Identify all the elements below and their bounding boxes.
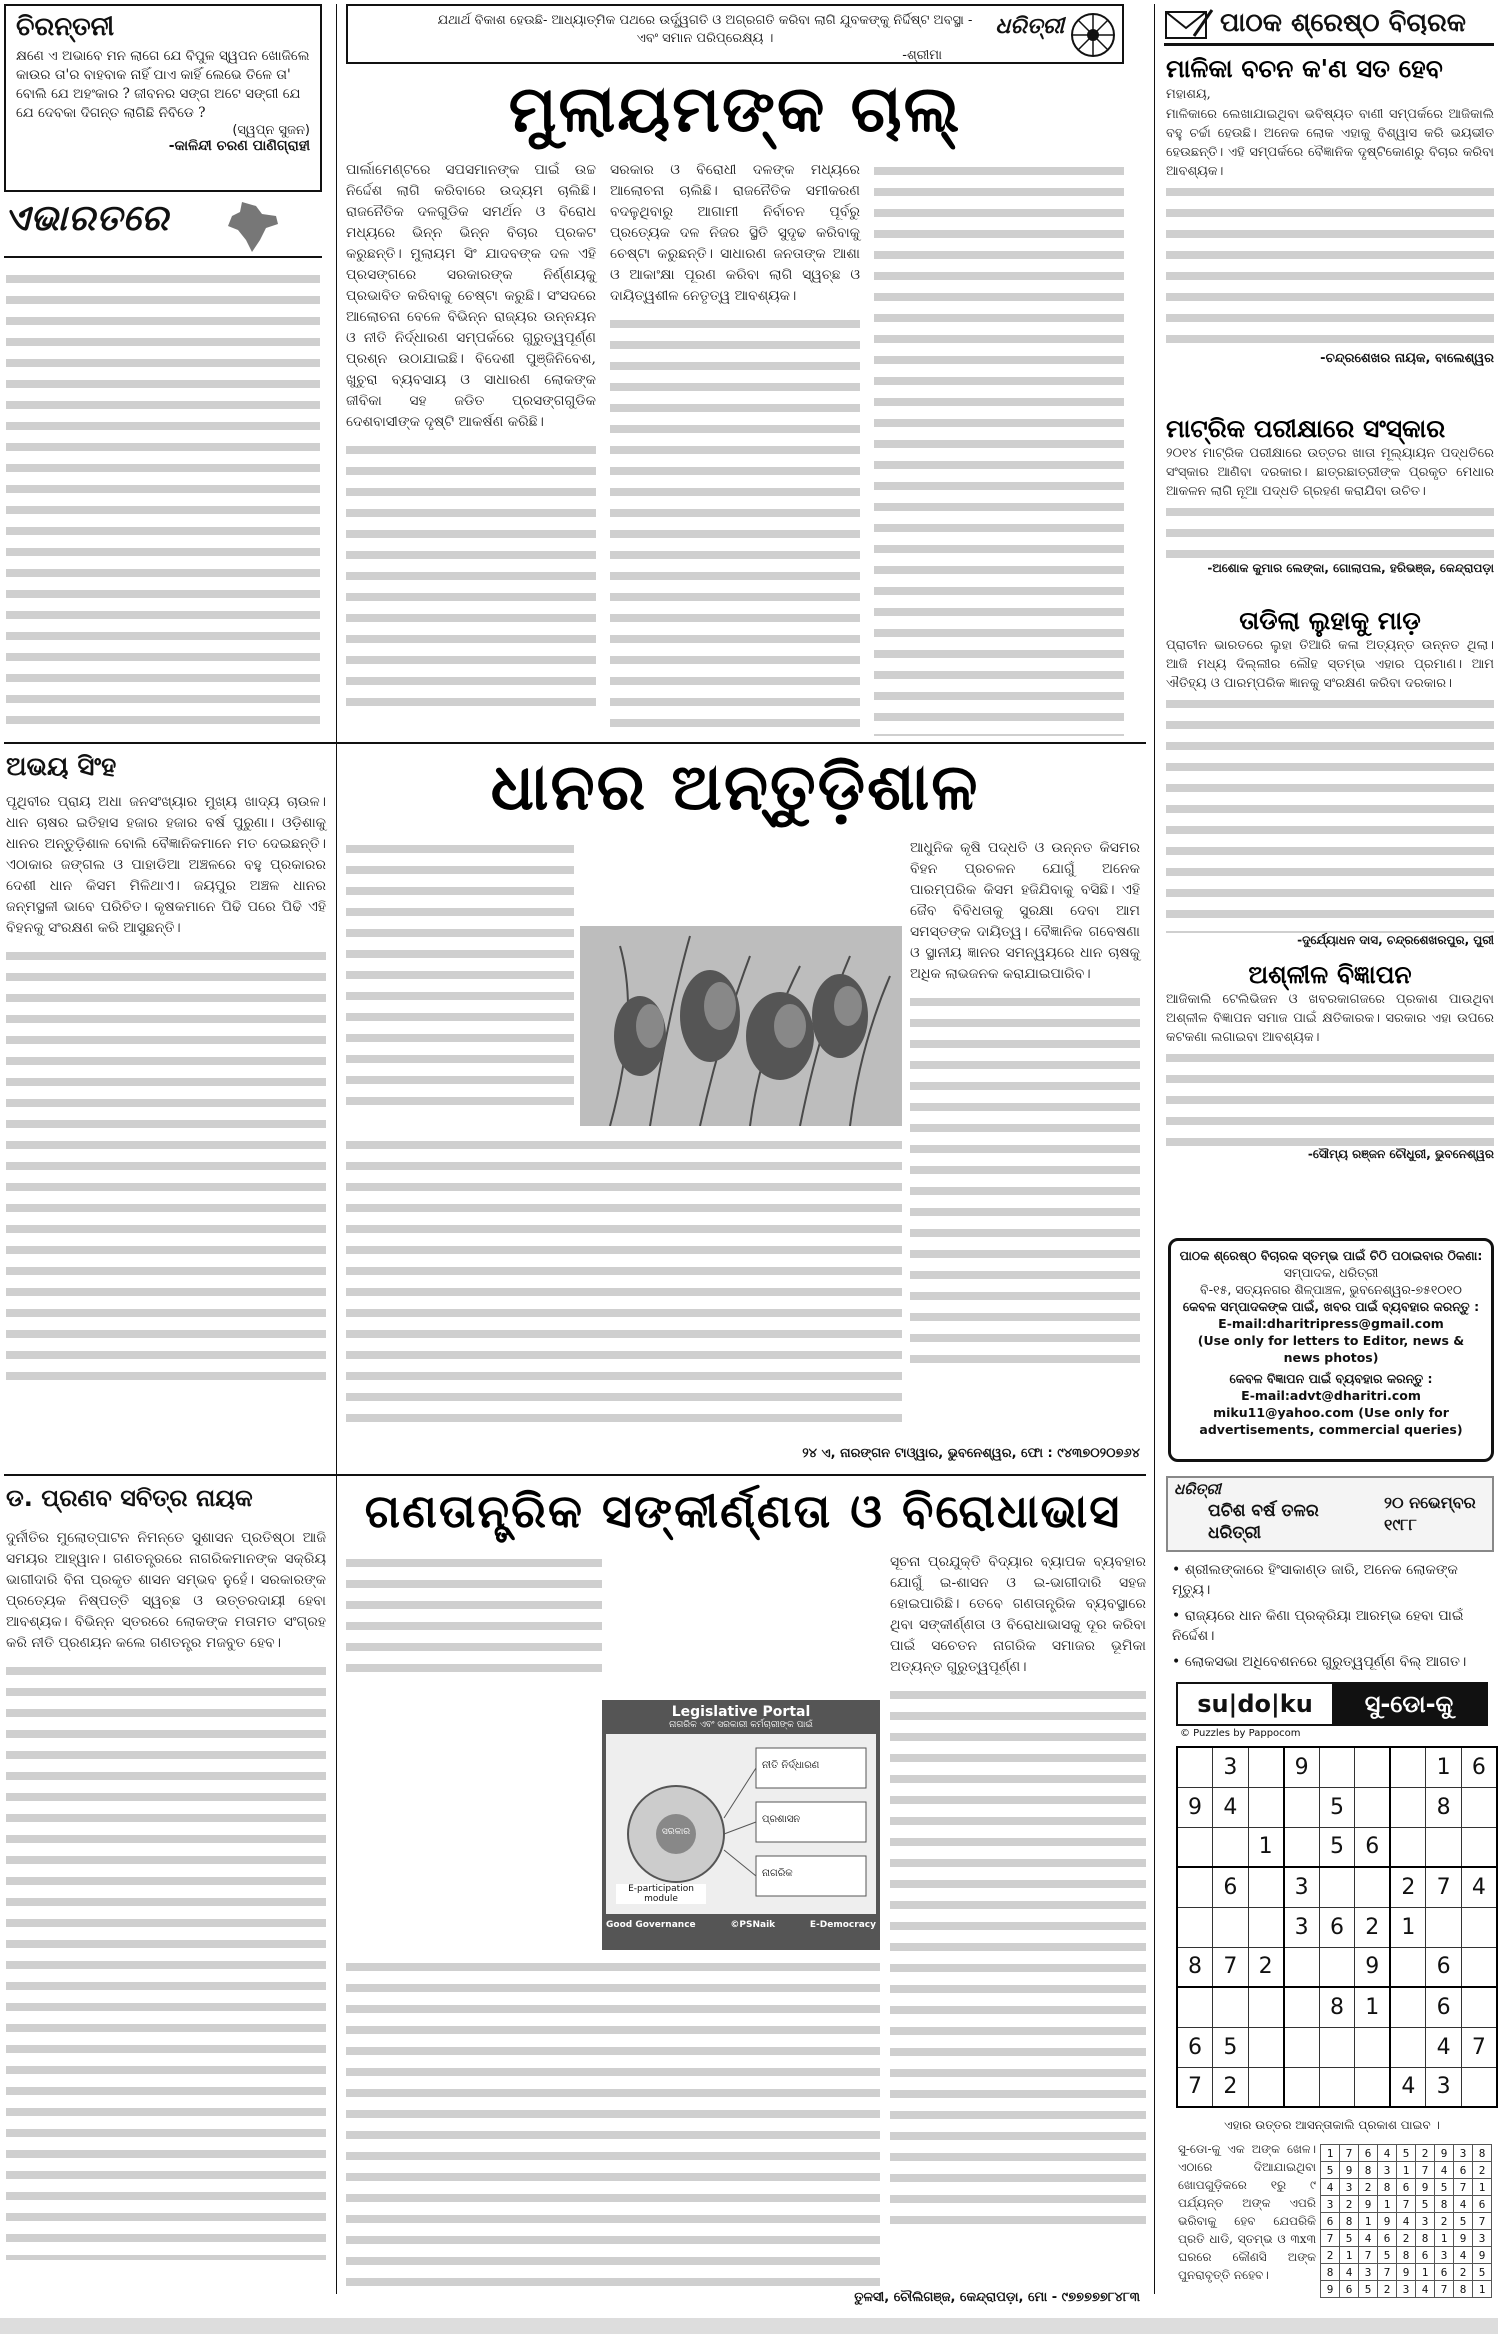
sudoku-cell <box>1319 1867 1354 1907</box>
sudoku-cell: 2 <box>1355 1907 1391 1947</box>
sudoku-solution-cell: 3 <box>1416 2213 1435 2230</box>
sudoku-cell <box>1319 2027 1354 2067</box>
history-date: ୨୦ ନଭେମ୍ବର ୧୯୮୮ <box>1384 1493 1476 1534</box>
sudoku-solution-cell: 9 <box>1416 2179 1435 2196</box>
sudoku-cell <box>1248 1907 1284 1947</box>
democracy-article-text-cont: ସୂଚନା ପ୍ରଯୁକ୍ତି ବିଦ୍ୟାର ବ୍ୟାପକ ବ୍ୟବହାର ଯୋଗୁଁ ଇ-ଶାସନ ଓ ଇ-ଭାଗୀଦାରି ସହଜ ହୋଇପାରିଛି। ତେବେ ଗଣତାନ୍ତ୍ରିକ ବ୍ୟବସ୍ଥାରେ ଥିବା ସଙ୍କୀର୍ଣ୍ଣତା ଓ ବିରୋଧାଭାସକୁ ଦୂର କରିବା ପାଇଁ ସଚେତନ ନାଗରିକ ସମାଜର ଭୂମିକା ଅତ୍ୟନ୍ତ ଗୁରୁତ୍ୱପୂର୍ଣ୍ଣ। <box>890 1554 1146 1675</box>
sudoku-cell <box>1390 2027 1426 2067</box>
divider-mid <box>4 742 1146 744</box>
sudoku-solution-cell: 3 <box>1378 2162 1397 2179</box>
sudoku-credit: © Puzzles by Pappocom <box>1180 1728 1301 1739</box>
chirantani-label: ଚିରନ୍ତନୀ <box>16 12 115 42</box>
sudoku-cell <box>1461 1827 1497 1867</box>
sudoku-solution-cell: 7 <box>1435 2281 1454 2298</box>
sudoku-cell <box>1177 1747 1213 1787</box>
sudoku-solution-cell: 5 <box>1473 2264 1492 2281</box>
sudoku-cell <box>1390 1987 1426 2027</box>
sudoku-solution-cell: 9 <box>1359 2196 1378 2213</box>
sudoku-cell: 1 <box>1390 1907 1426 1947</box>
sudoku-solution-cell: 8 <box>1397 2247 1416 2264</box>
sudoku-cell: 3 <box>1284 1867 1320 1907</box>
sudoku-solution-cell: 4 <box>1454 2196 1473 2213</box>
chirantani-credit: (ସ୍ୱପ୍ନ ସୁଜନ) <box>232 123 310 138</box>
sudoku-cell <box>1248 1987 1284 2027</box>
sudoku-cell <box>1213 1827 1248 1867</box>
diagram-module-label: E-participation module <box>616 1884 706 1904</box>
democracy-article-title: ଗଣତାନ୍ତ୍ରିକ ସଙ୍କୀର୍ଣ୍ଣତା ଓ ବିରୋଧାଭାସ <box>364 1484 1122 1538</box>
history-paper-logo: ଧରିତ୍ରୀ <box>1174 1480 1221 1498</box>
lead-article-title: ମୁଲାୟମଙ୍କ ଚାଲ୍ <box>508 73 962 147</box>
section-logo <box>4 198 322 258</box>
democracy-article-col2-top <box>346 1552 602 1672</box>
history-label: ପଚିଶ ବର୍ଷ ତଳର ଧରିତ୍ରୀ <box>1208 1501 1319 1543</box>
sudoku-solution-cell: 5 <box>1435 2179 1454 2196</box>
sudoku-cell: 1 <box>1248 1827 1284 1867</box>
sudoku-cell: 4 <box>1461 1867 1497 1907</box>
sudoku-solution-cell: 6 <box>1454 2162 1473 2179</box>
democracy-article-col3 <box>890 1552 1146 2282</box>
contact-box <box>1168 1238 1494 1462</box>
sudoku-cell: 4 <box>1390 2067 1426 2107</box>
sudoku-solution-cell: 1 <box>1416 2264 1435 2281</box>
sudoku-cell <box>1426 1827 1461 1867</box>
sudoku-cell <box>1355 1867 1391 1907</box>
section-logo-text: ଏଭାରତରେ <box>4 198 170 239</box>
sudoku-solution-cell: 1 <box>1340 2247 1359 2264</box>
sudoku-solution-cell: 4 <box>1321 2179 1340 2196</box>
lead-article-col3 <box>874 160 1124 736</box>
letter-2 <box>1166 414 1494 576</box>
sudoku-solution-cell: 8 <box>1416 2230 1435 2247</box>
sudoku-cell <box>1177 1867 1213 1907</box>
sudoku-solution-cell: 1 <box>1378 2196 1397 2213</box>
rice-plant-photo <box>580 926 902 1126</box>
sudoku-answer-note: ଏହାର ଉତ୍ତର ଆସନ୍ତାକାଲି ପ୍ରକାଶ ପାଇବ । <box>1224 2118 1440 2132</box>
diagram-item2: ପ୍ରଶାସନ <box>762 1814 801 1825</box>
sudoku-solution-cell: 3 <box>1435 2247 1454 2264</box>
top-quote-text: ଯଥାର୍ଥ ବିକାଶ ହେଉଛି- ଆଧ୍ୟାତ୍ମିକ ପଥରେ ଉର୍ଦ୍ଧ୍ୱଗତି ଓ ଅଗ୍ରଗତି କରିବା ଲାଗି ଯୁବକଙ୍କୁ ନିର୍ଦ୍ଦିଷ୍ଟ ଅବସ୍ଥା - ଏବଂ ସମାନ ପରିପ୍ରେକ୍ଷ୍ୟ । <box>437 13 973 46</box>
sudoku-header <box>1176 1682 1488 1726</box>
sudoku-solution-cell: 2 <box>1397 2230 1416 2247</box>
sudoku-cell: 3 <box>1213 1747 1248 1787</box>
sudoku-cell: 6 <box>1213 1867 1248 1907</box>
sudoku-cell <box>1284 2067 1320 2107</box>
sudoku-solution-cell: 8 <box>1473 2145 1492 2162</box>
sudoku-solution-cell: 2 <box>1416 2145 1435 2162</box>
sudoku-solution-cell: 1 <box>1435 2230 1454 2247</box>
sudoku-cell <box>1213 1987 1248 2027</box>
sudoku-solution-cell: 4 <box>1340 2264 1359 2281</box>
sudoku-cell <box>1461 2067 1497 2107</box>
lead-article-text-cont: ସରକାର ଓ ବିରୋଧୀ ଦଳଙ୍କ ମଧ୍ୟରେ ଆଲୋଚନା ଚାଲିଛି। ରାଜନୈତିକ ସମୀକରଣ ବଦଳୁଥିବାରୁ ଆଗାମୀ ନିର୍ବାଚନ ପୂର୍ବରୁ ପ୍ରତ୍ୟେକ ଦଳ ନିଜର ସ୍ଥିତି ସୁଦୃଢ କରିବାକୁ ଚେଷ୍ଟା କରୁଛନ୍ତି। ସାଧାରଣ ଜନତାଙ୍କ ଆଶା ଓ ଆକାଂକ୍ଷା ପୂରଣ କରିବା ଲାଗି ସ୍ୱଚ୍ଛ ଓ ଦାୟିତ୍ୱଶୀଳ ନେତୃତ୍ୱ ଆବଶ୍ୟକ। <box>610 162 860 304</box>
sudoku-cell: 2 <box>1213 2067 1248 2107</box>
sudoku-cell <box>1248 1787 1284 1827</box>
letter-1-text: ମାଳିକାରେ ଲେଖାଯାଇଥିବା ଭବିଷ୍ୟତ ବାଣୀ ସମ୍ପର୍କରେ ଆଜିକାଲି ବହୁ ଚର୍ଚ୍ଚା ହେଉଛି। ଅନେକ ଲୋକ ଏହାକୁ ବିଶ୍ୱାସ କରି ଭୟଭୀତ ହେଉଛନ୍ତି। ଏହି ସମ୍ପର୍କରେ ବୈଜ୍ଞାନିକ ଦୃଷ୍ଟିକୋଣରୁ ବିଚାର କରିବା ଆବଶ୍ୟକ। <box>1166 107 1494 179</box>
letter-2-signature: -ଅଶୋକ କୁମାର ଲେଙ୍କା, ଗୋଲାପଲ, ହରିଭଞ୍ଜ, କେନ୍ଦ୍ରାପଡ଼ା <box>1207 561 1494 575</box>
sudoku-cell: 7 <box>1177 2067 1213 2107</box>
diagram-item3: ନାଗରିକ <box>762 1868 793 1879</box>
sudoku-solution-cell: 3 <box>1397 2281 1416 2298</box>
contact-line4: କେବଳ ବିଜ୍ଞାପନ ପାଇଁ ବ୍ୟବହାର କରନ୍ତୁ : <box>1229 1371 1433 1386</box>
sudoku-solution-cell: 7 <box>1473 2213 1492 2230</box>
sudoku-solution-cell: 4 <box>1359 2230 1378 2247</box>
sudoku-cell: 2 <box>1248 1947 1284 1987</box>
sudoku-logo: su|do|ku <box>1197 1690 1313 1718</box>
sudoku-solution-grid <box>1320 2144 1492 2298</box>
sudoku-cell: 5 <box>1213 2027 1248 2067</box>
lead-article-col1 <box>346 160 596 736</box>
sudoku-cell: 6 <box>1319 1907 1354 1947</box>
sudoku-cell: 8 <box>1319 1987 1354 2027</box>
letter-1 <box>1166 54 1494 366</box>
sudoku-solution-cell: 1 <box>1359 2213 1378 2230</box>
sudoku-cell <box>1390 1787 1426 1827</box>
sudoku-solution-cell: 7 <box>1378 2264 1397 2281</box>
sudoku-cell <box>1177 1987 1213 2027</box>
sudoku-solution-cell: 6 <box>1397 2179 1416 2196</box>
letters-section-title: ପାଠକ ଶ୍ରେଷ୍ଠ ବିଚାରକ <box>1220 8 1467 38</box>
sudoku-solution-cell: 2 <box>1473 2162 1492 2179</box>
sudoku-solution-cell: 6 <box>1378 2230 1397 2247</box>
sudoku-solution-cell: 5 <box>1397 2145 1416 2162</box>
contact-email1[interactable]: E-mail:dharitripress@gmail.com <box>1218 1316 1444 1331</box>
sudoku-solution-cell: 8 <box>1378 2179 1397 2196</box>
democracy-article-col1 <box>6 1528 326 2298</box>
letter-4-text: ଆଜିକାଲି ଟେଲିଭିଜନ ଓ ଖବରକାଗଜରେ ପ୍ରକାଶ ପାଉଥିବା ଅଶ୍ଳୀଳ ବିଜ୍ଞାପନ ସମାଜ ପାଇଁ କ୍ଷତିକାରକ। ସରକାର ଏହା ଉପରେ କଟକଣା ଲଗାଇବା ଆବଶ୍ୟକ। <box>1166 992 1494 1045</box>
lead-article-col2 <box>610 160 860 736</box>
sudoku-solution-cell: 8 <box>1359 2162 1378 2179</box>
sudoku-cell <box>1284 1827 1320 1867</box>
sudoku-cell <box>1390 1947 1426 1987</box>
sudoku-cell <box>1284 1787 1320 1827</box>
sudoku-solution-cell: 9 <box>1321 2281 1340 2298</box>
sudoku-solution-cell: 4 <box>1397 2213 1416 2230</box>
sudoku-solution-cell: 7 <box>1454 2179 1473 2196</box>
rice-article-col3 <box>910 838 1140 1438</box>
sudoku-solution-cell: 6 <box>1435 2264 1454 2281</box>
history-item: • ଶ୍ରୀଲଙ୍କାରେ ହିଂସାକାଣ୍ଡ ଜାରି, ଅନେକ ଲୋକଙ୍କ ମୃତ୍ୟୁ। <box>1172 1562 1458 1598</box>
democracy-article-text: ଦୁର୍ନୀତିର ମୁଲୋତ୍ପାଟନ ନିମନ୍ତେ ସୁଶାସନ ପ୍ରତିଷ୍ଠା ଆଜି ସମୟର ଆହ୍ୱାନ। ଗଣତନ୍ତ୍ରରେ ନାଗରିକମାନଙ୍କ ସକ୍ରିୟ ଭାଗୀଦାରି ବିନା ପ୍ରକୃତ ଶାସନ ସମ୍ଭବ ନୁହେଁ। ସରକାରଙ୍କ ପ୍ରତ୍ୟେକ ନିଷ୍ପତ୍ତି ସ୍ୱଚ୍ଛ ଓ ଉତ୍ତରଦାୟୀ ହେବା ଆବଶ୍ୟକ। ବିଭିନ୍ନ ସ୍ତରରେ ଲୋକଙ୍କ ମତାମତ ସଂଗ୍ରହ କରି ନୀତି ପ୍ରଣୟନ କଲେ ଗଣତନ୍ତ୍ର ମଜବୁତ ହେବ। <box>6 1530 326 1651</box>
sudoku-solution-cell: 9 <box>1454 2230 1473 2247</box>
democracy-article-signature: ତୁଳସୀ, ଚୌଲିଗଞ୍ଜ, କେନ୍ଦ୍ରାପଡ଼ା, ମୋ - ୯୭୭୭୭୭୮୪୮୩ <box>854 2290 1140 2305</box>
rice-article-col1 <box>6 792 326 1472</box>
contact-line1: ସମ୍ପାଦକ, ଧରିତ୍ରୀ <box>1283 1265 1379 1280</box>
sudoku-solution-cell: 9 <box>1340 2162 1359 2179</box>
sudoku-cell <box>1284 1987 1320 2027</box>
diagram-subtitle: ନାଗରିକ ଏବଂ ସରକାରୀ କର୍ମଚାରୀଙ୍କ ପାଇଁ <box>669 1720 813 1730</box>
sudoku-cell: 7 <box>1213 1947 1248 1987</box>
sudoku-cell <box>1319 1947 1354 1987</box>
sudoku-cell <box>1248 1747 1284 1787</box>
sudoku-cell: 7 <box>1461 2027 1497 2067</box>
sudoku-solution-cell: 2 <box>1378 2281 1397 2298</box>
sudoku-cell: 5 <box>1319 1827 1354 1867</box>
sudoku-cell <box>1177 1907 1213 1947</box>
sudoku-cell <box>1390 1747 1426 1787</box>
sudoku-cell <box>1284 2027 1320 2067</box>
sudoku-solution-cell: 3 <box>1454 2145 1473 2162</box>
democracy-article-col2-bottom <box>346 1956 880 2286</box>
chirantani-box <box>4 4 322 192</box>
sudoku-solution-cell: 8 <box>1454 2281 1473 2298</box>
letter-2-text: ୨୦୧୪ ମାଟ୍ରିକ ପରୀକ୍ଷାରେ ଉତ୍ତର ଖାତା ମୂଲ୍ୟାୟନ ପଦ୍ଧତିରେ ସଂସ୍କାର ଆଣିବା ଦରକାର। ଛାତ୍ରଛାତ୍ରୀଙ୍କ ପ୍ରକୃତ ମେଧାର ଆକଳନ ଲାଗି ନୂଆ ପଦ୍ଧତି ଗ୍ରହଣ କରାଯିବା ଉଚିତ। <box>1166 446 1494 499</box>
sudoku-cell: 9 <box>1284 1747 1320 1787</box>
sudoku-rules: ସୁ-ଡୋ-କୁ ଏକ ଅଙ୍କ ଖେଳ। ଏଠାରେ ଦିଆଯାଇଥିବା ଖୋପଗୁଡ଼ିକରେ ୧ରୁ ୯ ପର୍ଯ୍ୟନ୍ତ ଅଙ୍କ ଏପରି ଭରିବାକୁ ହେବ ଯେପରିକି ପ୍ରତି ଧାଡି, ସ୍ତମ୍ଭ ଓ ୩x୩ ଘରରେ କୌଣସି ଅଙ୍କ ପୁନରାବୃତ୍ତି ନହେବ। <box>1178 2142 1316 2282</box>
column-text-left-top <box>6 268 320 736</box>
sudoku-solution-cell: 4 <box>1435 2162 1454 2179</box>
letter-1-title: ମାଳିକା ବଚନ କ'ଣ ସତ ହେବ <box>1166 54 1443 83</box>
sudoku-solution-cell: 1 <box>1397 2162 1416 2179</box>
sudoku-solution-cell: 3 <box>1321 2196 1340 2213</box>
diagram-center-label: ସରକାର <box>661 1827 691 1837</box>
sudoku-cell <box>1319 1747 1354 1787</box>
sudoku-logo-odia: ସୁ-ଡୋ-କୁ <box>1332 1684 1486 1724</box>
top-quote-author: -ଶ୍ରୀମା <box>902 48 942 63</box>
sudoku-solution-cell: 6 <box>1416 2247 1435 2264</box>
history-item: • ଲୋକସଭା ଅଧିବେଶନରେ ଗୁରୁତ୍ୱପୂର୍ଣ୍ଣ ବିଲ୍ ଆଗତ। <box>1172 1654 1467 1670</box>
sudoku-cell: 6 <box>1177 2027 1213 2067</box>
sudoku-cell: 2 <box>1390 1867 1426 1907</box>
sudoku-solution-cell: 4 <box>1454 2247 1473 2264</box>
sudoku-solution-cell: 7 <box>1397 2196 1416 2213</box>
sudoku-cell <box>1461 1947 1497 1987</box>
sudoku-cell <box>1213 1907 1248 1947</box>
diagram-footer-mid: ©PSNaik <box>730 1920 776 1930</box>
sudoku-solution-cell: 5 <box>1454 2213 1473 2230</box>
sudoku-solution-cell: 4 <box>1378 2145 1397 2162</box>
letters-header <box>1164 6 1494 46</box>
sudoku-cell <box>1177 1827 1213 1867</box>
bottom-strip <box>0 2318 1498 2334</box>
sudoku-cell: 3 <box>1284 1907 1320 1947</box>
column-rule <box>1154 4 1155 2294</box>
sudoku-solution-cell: 7 <box>1359 2247 1378 2264</box>
sudoku-cell <box>1355 1747 1391 1787</box>
letter-4-signature: -ସୌମ୍ୟ ରଞ୍ଜନ ଚୌଧୁରୀ, ଭୁବନେଶ୍ୱର <box>1307 1147 1494 1161</box>
sudoku-solution-cell: 5 <box>1416 2196 1435 2213</box>
sudoku-cell <box>1461 1987 1497 2027</box>
diagram-footer-left: Good Governance <box>606 1920 696 1930</box>
sudoku-solution-cell: 4 <box>1416 2281 1435 2298</box>
rice-article-title: ଧାନର ଅନ୍ତୁଡ଼ିଶାଳ <box>490 751 980 825</box>
sudoku-cell <box>1284 1947 1320 1987</box>
history-item: • ରାଜ୍ୟରେ ଧାନ କିଣା ପ୍ରକ୍ରିୟା ଆରମ୍ଭ ହେବା ପାଇଁ ନିର୍ଦ୍ଦେଶ। <box>1172 1608 1464 1644</box>
sudoku-cell: 8 <box>1177 1947 1213 1987</box>
emblem-icon <box>1070 12 1116 58</box>
sudoku-solution-cell: 7 <box>1321 2230 1340 2247</box>
lead-article-text: ପାର୍ଲାମେଣ୍ଟରେ ସପସମାନଙ୍କ ପାଇଁ ଉଚ୍ଚ ନିର୍ଦ୍ଦେଶ ଲାଗି କରିବାରେ ଉଦ୍ୟମ ଚାଲିଛି। ରାଜନୈତିକ ଦଳଗୁଡିକ ସମର୍ଥନ ଓ ବିରୋଧ ମଧ୍ୟରେ ଭିନ୍ନ ଭିନ୍ନ ବିଚାର ପ୍ରକଟ କରୁଛନ୍ତି। ମୁଲାୟମ ସିଂ ଯାଦବଙ୍କ ଦଳ ଏହି ପ୍ରସଙ୍ଗରେ ସରକାରଙ୍କ ନିର୍ଣ୍ଣୟକୁ ପ୍ରଭାବିତ କରିବାକୁ ଚେଷ୍ଟା କରୁଛି। ସଂସଦରେ ଆଲୋଚନା ବେଳେ ବିଭିନ୍ନ ରାଜ୍ୟର ଉନ୍ନୟନ ଓ ନୀତି ନିର୍ଦ୍ଧାରଣ ସମ୍ପର୍କରେ ଗୁରୁତ୍ୱପୂର୍ଣ୍ଣ ପ୍ରଶ୍ନ ଉଠାଯାଇଛି। ବିଦେଶୀ ପୁଞ୍ଜିନିବେଶ, ଖୁଚୁରା ବ୍ୟବସାୟ ଓ ସାଧାରଣ ଲୋକଙ୍କ ଜୀବିକା ସହ ଜଡିତ ପ୍ରସଙ୍ଗଗୁଡିକ ଦେଶବାସୀଙ୍କ ଦୃଷ୍ଟି ଆକର୍ଷଣ କରିଛି। <box>346 162 596 430</box>
sudoku-cell: 9 <box>1355 1947 1391 1987</box>
sudoku-cell: 1 <box>1355 1987 1391 2027</box>
sudoku-solution-cell: 7 <box>1416 2162 1435 2179</box>
letter-3-text: ପ୍ରାଚୀନ ଭାରତରେ ଲୁହା ତିଆରି କଳା ଅତ୍ୟନ୍ତ ଉନ୍ନତ ଥିଲା। ଆଜି ମଧ୍ୟ ଦିଲ୍ଲୀର ଲୌହ ସ୍ତମ୍ଭ ଏହାର ପ୍ରମାଣ। ଆମ ଐତିହ୍ୟ ଓ ପାରମ୍ପରିକ ଜ୍ଞାନକୁ ସଂରକ୍ଷଣ କରିବା ଦରକାର। <box>1166 638 1494 691</box>
sudoku-solution-cell: 1 <box>1473 2281 1492 2298</box>
sudoku-solution-cell: 9 <box>1473 2247 1492 2264</box>
contact-line2: ବି-୧୫, ସତ୍ୟନଗର ଶିଳ୍ପାଞ୍ଚଳ, ଭୁବନେଶ୍ୱର-୭୫୧୦୧୦ <box>1200 1282 1462 1297</box>
chirantani-author: -କାଳିନ୍ଦୀ ଚରଣ ପାଣିଗ୍ରାହୀ <box>168 138 310 154</box>
sudoku-solution-cell: 2 <box>1435 2213 1454 2230</box>
column-rule <box>336 4 337 2294</box>
letter-2-title: ମାଟ୍ରିକ ପରୀକ୍ଷାରେ ସଂସ୍କାର <box>1166 414 1446 443</box>
legislative-portal-diagram <box>602 1700 880 1950</box>
history-items <box>1172 1560 1494 1678</box>
sudoku-solution-cell: 6 <box>1321 2213 1340 2230</box>
sudoku-cell: 6 <box>1355 1827 1391 1867</box>
rice-article-text: ପୃଥିବୀର ପ୍ରାୟ ଅଧା ଜନସଂଖ୍ୟାର ମୁଖ୍ୟ ଖାଦ୍ୟ ଚାଉଳ। ଧାନ ଚାଷର ଇତିହାସ ହଜାର ହଜାର ବର୍ଷ ପୁରୁଣା। ଓଡ଼ିଶାକୁ ଧାନର ଅନ୍ତୁଡ଼ିଶାଳ ବୋଲି ବୈଜ୍ଞାନିକମାନେ ମତ ଦେଇଛନ୍ତି। ଏଠାକାର ଜଙ୍ଗଲ ଓ ପାହାଡିଆ ଅଞ୍ଚଳରେ ବହୁ ପ୍ରକାରର ଦେଶୀ ଧାନ କିସମ ମିଳିଥାଏ। ଜୟପୁର ଅଞ୍ଚଳ ଧାନର ଜନ୍ମସ୍ଥଳୀ ଭାବେ ପରିଚିତ। କୃଷକମାନେ ପିଢି ପରେ ପିଢି ଏହି ବିହନକୁ ସଂରକ୍ଷଣ କରି ଆସୁଛନ୍ତି। <box>6 794 326 936</box>
sudoku-cell: 1 <box>1426 1747 1461 1787</box>
sudoku-solution-cell: 5 <box>1378 2247 1397 2264</box>
democracy-article-author: ଡ. ପ୍ରଣବ ସବିତ୍ର ନାୟକ <box>6 1484 253 1512</box>
sudoku-solution-cell: 2 <box>1340 2196 1359 2213</box>
sudoku-cell: 4 <box>1426 2027 1461 2067</box>
sudoku-solution-cell: 7 <box>1340 2145 1359 2162</box>
history-box <box>1166 1476 1494 1552</box>
sudoku-solution-cell: 8 <box>1340 2213 1359 2230</box>
rice-article-text-cont: ଆଧୁନିକ କୃଷି ପଦ୍ଧତି ଓ ଉନ୍ନତ କିସମର ବିହନ ପ୍ରଚଳନ ଯୋଗୁଁ ଅନେକ ପାରମ୍ପରିକ କିସମ ହଜିଯିବାକୁ ବସିଛି। ଏହି ଜୈବ ବିବିଧତାକୁ ସୁରକ୍ଷା ଦେବା ଆମ ସମସ୍ତଙ୍କ ଦାୟିତ୍ୱ। ବୈଜ୍ଞାନିକ ଗବେଷଣା ଓ ସ୍ଥାନୀୟ ଜ୍ଞାନର ସମନ୍ୱୟରେ ଧାନ ଚାଷକୁ ଅଧିକ ଲାଭଜନକ କରାଯାଇପାରିବ। <box>910 840 1140 982</box>
contact-email2b[interactable]: miku11@yahoo.com (Use only for <box>1213 1405 1449 1420</box>
letter-3 <box>1166 606 1494 948</box>
sudoku-cell <box>1355 2067 1391 2107</box>
contact-header: ପାଠକ ଶ୍ରେଷ୍ଠ ବିଚାରକ ସ୍ତମ୍ଭ ପାଇଁ ଚିଠି ପଠାଇବାର ଠିକଣା: <box>1179 1248 1483 1263</box>
sudoku-cell: 6 <box>1426 1987 1461 2027</box>
contact-line3: କେବଳ ସମ୍ପାଦକଙ୍କ ପାଇଁ, ଖବର ପାଇଁ ବ୍ୟବହାର କରନ୍ତୁ : <box>1182 1299 1480 1314</box>
rice-article-author: ଅଭୟ ସିଂହ <box>6 752 117 782</box>
contact-email2[interactable]: E-mail:advt@dharitri.com <box>1241 1388 1421 1403</box>
letter-3-signature: -ଦୁର୍ଯ୍ୟୋଧନ ଦାସ, ଚନ୍ଦ୍ରଶେଖରପୁର, ପୁରୀ <box>1297 933 1494 947</box>
sudoku-solution-cell: 2 <box>1321 2247 1340 2264</box>
sudoku-solution-cell: 1 <box>1473 2179 1492 2196</box>
sudoku-solution-cell: 5 <box>1340 2230 1359 2247</box>
sudoku-cell: 8 <box>1426 1787 1461 1827</box>
chirantani-quote: କ୍ଷଣେ ଏ ଅଭାବେ ମନ ଲାଗେ ଯେ ବିପୁଳ ସ୍ୱପନ ଖୋଜିଲେ କାଉର ତା'ର ବାହବାକ ନାହିଁ ପାଏ କାହିଁ ଲେଭେ ତିଳେ ତା' ବୋଲି ଯେ ଅହଂକାର ? ଜୀବନର ସଙ୍ଗ ଅଟେ ସଙ୍ଗୀ ଯେ ଯେ ଦେବକା ଦିଗନ୍ତ ଲାଗିଛି ନିବିଡେ ? <box>16 48 310 121</box>
envelope-icon <box>1164 8 1214 42</box>
sudoku-solution-cell: 2 <box>1359 2179 1378 2196</box>
diagram-title: Legislative Portal <box>671 1704 811 1720</box>
letter-3-title: ତାଡିଲା ଲୁହାକୁ ମାଡ଼ <box>1239 606 1421 635</box>
sudoku-solution-cell: 8 <box>1321 2264 1340 2281</box>
sudoku-grid <box>1176 1746 1498 2108</box>
sudoku-solution-cell: 9 <box>1397 2264 1416 2281</box>
letter-4 <box>1166 960 1494 1162</box>
sudoku-cell <box>1426 1907 1461 1947</box>
india-map-icon <box>222 200 282 254</box>
sudoku-cell <box>1248 2067 1284 2107</box>
sudoku-cell <box>1355 2027 1391 2067</box>
sudoku-solution-cell: 5 <box>1359 2281 1378 2298</box>
sudoku-solution-cell: 3 <box>1359 2264 1378 2281</box>
sudoku-solution-cell: 6 <box>1340 2281 1359 2298</box>
diagram-footer-right: E-Democracy <box>809 1920 876 1930</box>
sudoku-cell <box>1355 1787 1391 1827</box>
sudoku-solution-cell: 8 <box>1435 2196 1454 2213</box>
sudoku-cell <box>1248 2027 1284 2067</box>
sudoku-cell: 6 <box>1461 1747 1497 1787</box>
sudoku-cell <box>1461 1787 1497 1827</box>
letter-1-signature: -ଚନ୍ଦ୍ରଶେଖର ନାୟକ, ବାଲେଶ୍ୱର <box>1320 351 1494 366</box>
sudoku-cell: 6 <box>1426 1947 1461 1987</box>
sudoku-cell: 5 <box>1319 1787 1354 1827</box>
sudoku-solution-cell: 9 <box>1378 2213 1397 2230</box>
sudoku-cell <box>1248 1867 1284 1907</box>
sudoku-solution-cell: 3 <box>1473 2230 1492 2247</box>
contact-email2-note: advertisements, commercial queries) <box>1199 1422 1463 1437</box>
rice-plant-icon <box>580 926 902 1126</box>
sudoku-solution-cell: 1 <box>1321 2145 1340 2162</box>
top-quote-box <box>346 4 1124 64</box>
sudoku-cell: 3 <box>1426 2067 1461 2107</box>
rice-article-col2-top <box>346 838 574 1118</box>
sudoku-solution-cell: 9 <box>1435 2145 1454 2162</box>
sudoku-cell <box>1461 1907 1497 1947</box>
paper-logo: ଧରିତ୍ରୀ <box>995 14 1064 39</box>
letter-1-salutation: ମହାଶୟ, <box>1166 87 1211 102</box>
letter-4-title: ଅଶ୍ଳୀଳ ବିଜ୍ଞାପନ <box>1248 960 1412 989</box>
rice-article-col2-bottom <box>346 1134 902 1434</box>
sudoku-cell: 9 <box>1177 1787 1213 1827</box>
sudoku-cell: 4 <box>1213 1787 1248 1827</box>
sudoku-solution-cell: 2 <box>1454 2264 1473 2281</box>
sudoku-cell <box>1319 2067 1354 2107</box>
diagram-item1: ନୀତି ନିର୍ଦ୍ଧାରଣ <box>762 1760 820 1771</box>
sudoku-solution-cell: 5 <box>1321 2162 1340 2179</box>
contact-email1-note: (Use only for letters to Editor, news & news photos) <box>1197 1333 1465 1365</box>
rice-article-signature: ୨୪ ଏ, ନାରଙ୍ଗନ ଟାଓ୍ୱାର, ଭୁବନେଶ୍ୱର, ଫୋ : ୯୪୩୭୦୨୦୭୬୪ <box>802 1446 1140 1461</box>
sudoku-cell <box>1390 1827 1426 1867</box>
sudoku-solution-cell: 6 <box>1359 2145 1378 2162</box>
sudoku-solution-cell: 6 <box>1473 2196 1492 2213</box>
sudoku-solution-cell: 3 <box>1340 2179 1359 2196</box>
sudoku-cell: 7 <box>1426 1867 1461 1907</box>
